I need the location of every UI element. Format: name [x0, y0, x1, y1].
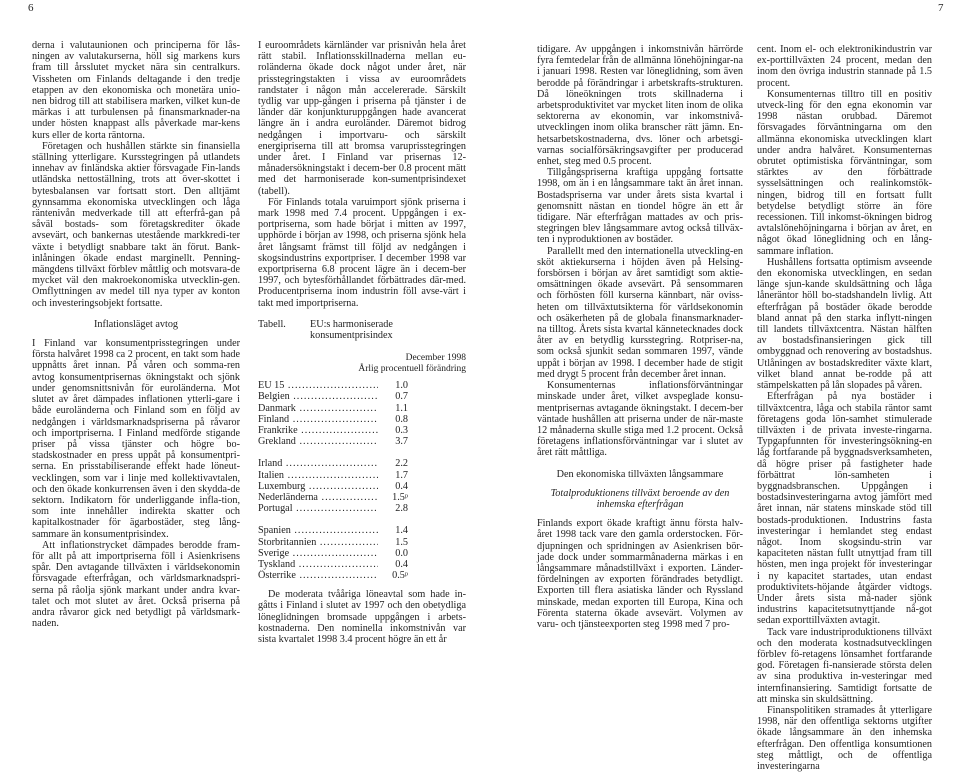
table-body — [258, 380, 466, 581]
table-row — [258, 548, 466, 559]
country-name: Storbritannien ..... — [258, 537, 378, 548]
table-row — [258, 436, 466, 447]
table-row — [258, 414, 466, 425]
column-2 — [258, 40, 466, 645]
paragraph: De moderata tvååriga löneavtal som hade in-gåtts i Finland i slutet av 1997 och den obetydliga löneglidningen bromsade uppgången i arbets-kostnaderna. Den nominella inkomstnivån var sista kvartalet 1998 3.4 procent högre än ett år — [258, 589, 466, 646]
section-subheading: Totalproduktionens tillväxt beroende av den inhemska efterfrågan — [550, 487, 730, 510]
table-unit: Årlig procentuell förändring — [358, 363, 466, 374]
inflation-value: 0.5ᵖ — [392, 570, 408, 582]
inflation-value: 0.4 — [395, 480, 408, 492]
paragraph: Företagen och hushållen stärkte sin finansiella ställning ytterligare. Kursstegringen på utlandets innehav av finländska aktier försvagade Fin-lands utländska nettoställning, trots att över-skottet i bytesbalansen var fortsatt stort. Den alltjämt gynnsamma ekonomiska utvecklingen och låga räntenivån medverkade till att efterfrå-gan på såväl bostads- som företagskrediter ökade avsevärt, och bankernas utestående markkredi-ter växte i betydligt snabbare takt än förut. Bank-inlåningen ökade endast marginellt. Penning-mängdens tillväxt förblev måttlig och motsvara-de mycket väl den makroekonomiska utvecklin-gen. Omflyttningen av medel till nya typer av konton och investeringsobjekt fortsatte. — [32, 140, 240, 309]
table-row — [258, 525, 466, 536]
column-2-text-bottom — [258, 589, 466, 645]
inflation-value: 1.4 — [395, 525, 408, 537]
column-1 — [32, 40, 240, 629]
paragraph: Efterfrågan på nya bostäder i tillväxtcentra, låga och stabila räntor samt företagens goda lön-samhet stimulerade tillväxten i de privata investe-ringarna. Typgapfunnten för investeringsökning-en låg fortfarande på byggnadsverksamheten, då högre priser på fastigheter hade förbättrat lön-samheten i byggnadsbranschen. Uppgången i bostadsinvesteringarna avtog jämfört med året innan, när statens minskade stöd till bostads-produktionen. Industrins fasta investeringar i hemlandet steg endast något. Inom skogsindu-strin var kapaciteten nästan fullt utnyttjad fram till hösten, men inga projekt för investeringar i ny kapacitet startades, utan endast produktivitets-höjande åtgärder vidtogs. Under årets sista må-nader sjönk industrins kapacitetsutnyttjande nå-got sedan exporttillväxten avtagit. — [757, 391, 932, 627]
inflation-value: 1.5ᵖ — [392, 491, 408, 503]
country-name: Tyskland ..... — [258, 559, 378, 570]
paragraph: Konsumenternas inflationsförväntningar minskade under året, vilket avspeglade konsu-mentprisernas avtagande ökningstakt. I decem-ber väntade hushållen att priserna under de när-maste 12 månaderna skulle stiga med 1.2 procent. Också företagens inflationsförväntningar var i slutet av året rätt måttliga. — [537, 380, 743, 459]
paragraph: Hushållens fortsatta optimism avseende den ekonomiska utvecklingen, en sedan länge sjun-kande skuldsättning och låga låneräntor höll bo-stadshandeln livlig. Att efterfrågan på bostäder ökade berodde bland annat på den starka inflytt-ningen till landets tillväxtcentra. Nästan hälften av bostadsfinansieringen gick till ombyggnad och renovering av bostadshus. Utlåningen av bostadskrediter växte klart, vilket bland annat be-rodde på att stämpelskatten på lån slopades på våren. — [757, 256, 932, 392]
country-name: Belgien ..... — [258, 391, 378, 402]
country-name: Luxemburg ..... — [258, 481, 378, 492]
table-row — [258, 537, 466, 548]
inflation-value: 0.8 — [395, 413, 408, 425]
paragraph: Finlands export ökade kraftigt ännu första halv-året 1998 tack vare den gamla orderstocken. För-djupningen och spridningen av Asienkrisen bör-jade dock under sommarmånaderna märkas i en långsammare månadstillväxt i exporten. Länder-fördelningen av exporten förändrades betydligt. Exporten till flera asiatiska länder och Ryssland minskade, medan exporten till Europa, Kina och Förenta staterna ökade avsevärt. Volymen av varu- och tjänsteexporten steg 1998 med 7 pro- — [537, 518, 743, 630]
country-name: Grekland ..... — [258, 436, 378, 447]
paragraph: tidigare. Av uppgången i inkomstnivån härrörde fyra femtedelar från de allmänna lönehöjningar-na i januari 1998. Resten var löneglidning, som även berodde på förändringar i arbetskrafts-strukturen. Då löneökningen trots skillnaderna i arbetsproduktivitet var mycket liten inom de olika sektorerna av ekonomin, var inkomstnivå-utvecklingen inom olika branscher rätt jämn. En-hetsarbetskostnaderna, dvs. löner och arbetsgi-varnas socialförsäkringsavgifter per producerad enhet, steg med 0.5 procent. — [537, 44, 743, 168]
table-row — [258, 391, 466, 402]
inflation-value: 3.7 — [395, 436, 408, 448]
country-name: Österrike ..... — [258, 570, 378, 581]
inflation-value: 0.7 — [395, 391, 408, 403]
column-2-text-top — [258, 40, 466, 309]
table-row — [258, 559, 466, 570]
table-row — [258, 481, 466, 492]
paragraph: Att inflationstrycket dämpades berodde fram-för allt på att importpriserna föll i Asienkrisens spår. Den avtagande tillväxten i världsekonomin försvagade efterfrågan, och världsmarknadspri-serna på råolja sjönk markant under andra kvar-talet och mot slutet av året. Också priserna på andra råvaror gick ned betydligt på världsmark-naden. — [32, 539, 240, 630]
table-header — [258, 319, 466, 341]
country-name: Nederländerna ..... — [258, 492, 378, 503]
paragraph: derna i valutaunionen och principerna för lås-ningen av valutakurserna, höll sig markens kurs fram till årsslutet mycket nära sin centralkurs. Vissheten om Finlands deltagande i den tredje etappen av den ekonomiska och monetära unio-nen bidrog till att stabilisera marken, vilket kun-de märkas i att turbulensen på finansmarknader-na under hösten knappast alls påverkade mar-kens kurs eller de korta räntorna. — [32, 40, 240, 141]
paragraph: Parallellt med den internationella utveckling-en sköt aktiekurserna i höjden även på Helsing-forsbörsen i början av året samtidigt som aktie-omsättningen ökade avsevärt. På sensommaren och förhösten föll kurserna kännbart, när oviss-heten om tillväxtutsikterna för världsekonomin och osäkerheten på de globala finansmarknader-na tilltog. Årets sista kvartal kännetecknades dock åter av en betydlig kursstegring. Rotpriser-na, som också sjunkit sedan sommaren 1997, vände uppåt i början av 1998. I december hade de stigit med drygt 5 procent från december året innan. — [537, 245, 743, 380]
country-name: Finland ..... — [258, 414, 378, 425]
paragraph: Tillgångspriserna kraftiga uppgång fortsatte 1998, om än i en långsammare takt än året innan. Bostadspriserna var under årets sista kvartal i genomsnitt nästan en tiondel högre än ett år tidigare. När efterfrågan mattades av och pris-stegringen blev långsammare avtog också tillväx-ten i nyproduktionen av bostäder. — [537, 167, 743, 246]
country-name: Italien ..... — [258, 470, 378, 481]
table-row — [258, 403, 466, 414]
inflation-value: 1.1 — [395, 402, 408, 414]
table-row — [258, 458, 466, 469]
column-3 — [537, 44, 743, 630]
inflation-value: 2.2 — [395, 458, 408, 470]
inflation-value: 2.8 — [395, 503, 408, 515]
paragraph: Konsumenternas tilltro till en positiv utveck-ling för den egna ekonomin var 1998 nästan orubbad. Däremot försvagades förväntningarna om den allmänna ekonomiska utvecklingen klart under andra halvåret. Konsumenternas obrutet optimistiska förväntningar, som stärktes av den förbättrade sysselsättningen och realinkomstök-ningen, bidrog till en fortsatt fullt betydelse betydligt större än före recessionen. Till inkomst-ökningen bidrog avtalslönehöjningarna i början av året, en något ökad löneglidning och en lång-sammare inflation. — [757, 88, 932, 257]
inflation-value: 0.4 — [395, 558, 408, 570]
inflation-value: 1.7 — [395, 469, 408, 481]
column-4 — [757, 44, 932, 772]
table-row — [258, 492, 466, 503]
country-name: Sverige ..... — [258, 548, 378, 559]
country-name: EU 15 ..... — [258, 380, 378, 391]
page-number-left: 6 — [28, 2, 34, 14]
table-row — [258, 470, 466, 481]
country-name: Frankrike ..... — [258, 425, 378, 436]
table-row — [258, 503, 466, 514]
paragraph: Tack vare industriproduktionens tillväxt och den moderata kostnadsutvecklingen förblev fö-retagens lönsamhet fortfarande god. Företagen fi-nansierade största delen av sina produktiva in-vesteringar med internfinansiering. Samtidigt fortsatte de att minska sin skuldsättning. — [757, 626, 932, 705]
section-heading: Inflationsläget avtog — [93, 318, 179, 330]
inflation-value: 0.0 — [395, 547, 408, 559]
table-label: Tabell. — [258, 318, 286, 330]
inflation-value: 1.5 — [395, 536, 408, 548]
section-heading: Den ekonomiska tillväxten långsammare — [556, 468, 724, 480]
inflation-value: 1.0 — [395, 380, 408, 392]
paragraph: I euroområdets kärnländer var prisnivån hela året rätt stabil. Inflationsskillnaderna mellan eu-roländerna ökade dock något under året, när prisstegringstakten i vissa av euroområdets randstater i någon mån accelererade. Särskilt tydlig var upp-gången i priserna på tjänster i de länder där konjunkturuppgången hade avancerat längre än i andra euroländer. Däremot bidrog nedgången i importvaru- och särskilt energipriserna till att bromsa varuprisstegringen under året. I Finland var prisernas 12-månadersökningstakt i decem-ber 0.8 procent mätt med det harmoniserade kon-sumentprisindexet (tabell). — [258, 40, 466, 197]
country-name: Irland ..... — [258, 458, 378, 469]
inflation-value: 0.3 — [395, 425, 408, 437]
paragraph: I Finland var konsumentprisstegringen under första halvåret 1998 ca 2 procent, en takt som hade uppnåtts året innan. På våren och somma-ren avtog konsumentprisernas ökningstakt och sjönk under genomsnittsnivån för euroländerna. Mot slutet av året dämpades inflationen ytterli-gare i både euroländerna och Finland som en följd av nedgången i världsmarknadspriserna på råvaror och importpriserna. I Finland medförde stigande priser på vissa tjänster och högre bo-stadskostnader en press uppåt på konsumentpri-serna. En prisstabiliserande effekt hade löneut-vecklingen, som var i linje med kollektivavtalen, och den ökade konkurrensen även i den skydda-de sektorn. Indikatorn för underliggande infla-tion, som inte innehåller indirekta skatter och kapitalkostnader för ägarbostäder, steg lång-sammare än konsumentprisindex. — [32, 338, 240, 540]
country-name: Danmark ..... — [258, 403, 378, 414]
table-row — [258, 425, 466, 436]
table-row — [258, 380, 466, 391]
table-row — [258, 570, 466, 581]
paragraph: cent. Inom el- och elektronikindustrin var ex-porttillväxten 24 procent, medan den inom den övriga industrin stannade på 1.5 procent. — [757, 44, 932, 89]
table-title: EU:s harmoniserade konsumentprisindex — [310, 318, 393, 342]
paragraph: Finanspolitiken stramades åt ytterligare 1998, när den offentliga sektorns utgifter ökade långsammare än den inhemska efterfrågan. Den offentliga konsumtionen steg måttligt, och de offentliga investeringarna — [757, 704, 932, 772]
country-name: Portugal ..... — [258, 503, 378, 514]
page-number-right: 7 — [938, 2, 944, 14]
country-name: Spanien ..... — [258, 525, 378, 536]
table-date: December 1998 — [405, 353, 466, 364]
paragraph: För Finlands totala varuimport sjönk priserna i mark 1998 med 7.4 procent. Uppgången i ex-portpriserna, som hade börjat i mitten av 1997, upphörde i början av 1998, och priserna sjönk hela året långsamt främst till följd av nedgången i skogsindustrins exportpriser. I december 1998 var exportpriserna 6.8 procent lägre än i decem-ber 1997, och bytesförhållandet förbättrades där-med. Producentpriserna inom industrin föll avse-värt i takt med importpriserna. — [258, 196, 466, 309]
